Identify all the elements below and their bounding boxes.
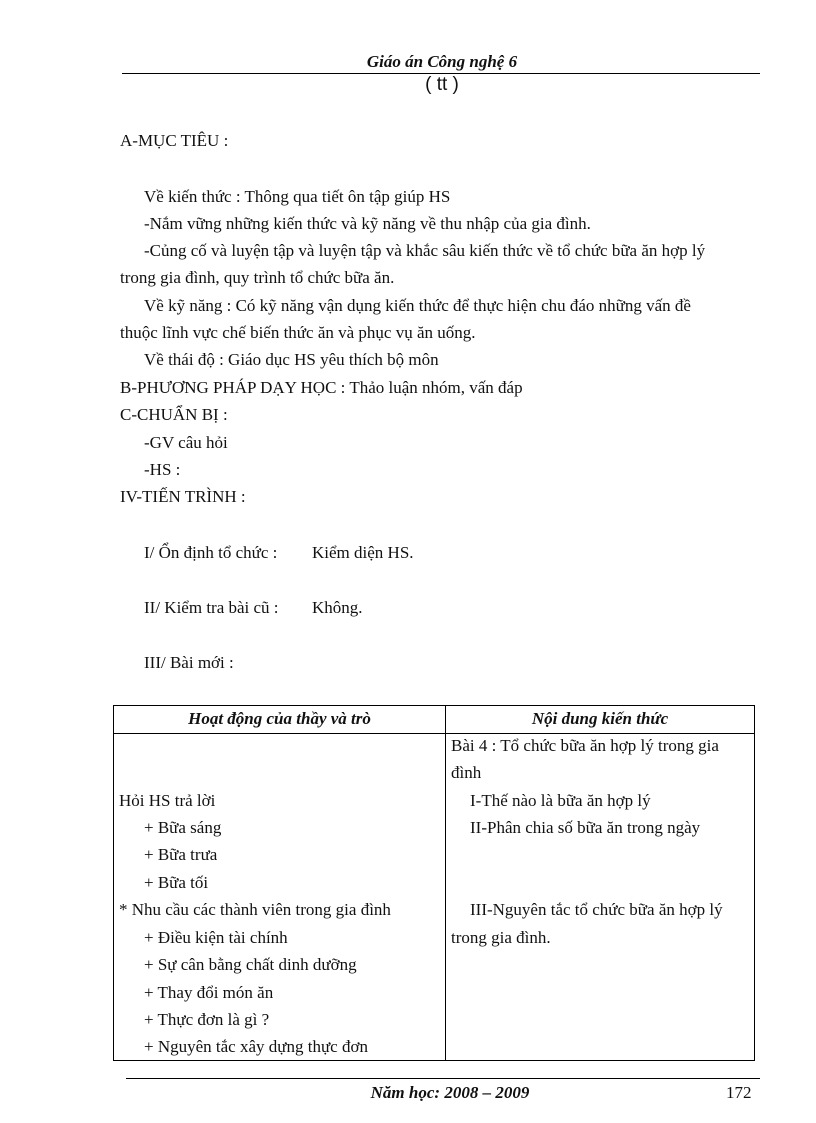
text-chuan-bi-hs: -HS : [144, 460, 181, 479]
page-number: 172 [726, 1083, 752, 1102]
table-column-divider [445, 706, 446, 1060]
footer-rule [126, 1078, 760, 1079]
left-cell-line: * Nhu cầu các thành viên trong gia đình [119, 900, 391, 919]
page-subtitle: ( tt ) [425, 74, 459, 95]
step2-value: Không. [312, 598, 363, 617]
step1-value: Kiểm diện HS. [312, 543, 414, 562]
heading-phuong-phap: B-PHƯƠNG PHÁP DẠY HỌC : Thảo luận nhóm, vấn đáp [120, 378, 523, 397]
left-cell-line: Hỏi HS trả lời [119, 791, 216, 810]
step2-label: II/ Kiểm tra bài cũ : [144, 598, 279, 617]
right-cell-section-3-cont: trong gia đình. [451, 928, 551, 947]
text-thai-do: Về thái độ : Giáo dục HS yêu thích bộ môn [144, 350, 439, 369]
table-header-divider [114, 733, 754, 734]
step3-label: III/ Bài mới : [144, 653, 234, 672]
footer-school-year: Năm học: 2008 – 2009 [370, 1083, 530, 1102]
right-cell-section-1: I-Thế nào là bữa ăn hợp lý [470, 791, 651, 810]
heading-chuan-bi: C-CHUẨN BỊ : [120, 405, 228, 424]
text-kien-thuc: Về kiến thức : Thông qua tiết ôn tập giúp HS [144, 187, 451, 206]
heading-tien-trinh: IV-TIẾN TRÌNH : [120, 487, 246, 506]
table-header-content: Nội dung kiến thức [531, 709, 669, 728]
text-ky-nang-b: thuộc lĩnh vực chế biến thức ăn và phục vụ ăn uống. [120, 323, 476, 342]
left-cell-line: + Điều kiện tài chính [144, 928, 288, 947]
left-cell-line: + Nguyên tắc xây dựng thực đơn [144, 1037, 368, 1056]
right-cell-section-2: II-Phân chia số bữa ăn trong ngày [470, 818, 701, 837]
text-ky-nang-a: Về kỹ năng : Có kỹ năng vận dụng kiến thức để thực hiện chu đáo những vấn đề [144, 296, 691, 315]
header-title: Giáo án Công nghệ 6 [366, 52, 518, 71]
heading-muc-tieu: A-MỤC TIÊU : [120, 131, 229, 150]
left-cell-line: + Bữa sáng [144, 818, 222, 837]
right-cell-section-3: III-Nguyên tắc tổ chức bữa ăn hợp lý [470, 900, 723, 919]
step1-label: I/ Ổn định tổ chức : [144, 543, 278, 562]
lesson-table [113, 705, 755, 1061]
right-cell-lesson-title: Bài 4 : Tổ chức bữa ăn hợp lý trong gia [451, 736, 719, 755]
left-cell-line: + Bữa tối [144, 873, 209, 892]
left-cell-line: + Bữa trưa [144, 845, 218, 864]
text-kien-thuc-1: -Nắm vững những kiến thức và kỹ năng về thu nhập của gia đình. [144, 214, 591, 233]
left-cell-line: + Thực đơn là gì ? [144, 1010, 270, 1029]
text-kien-thuc-2a: -Củng cố và luyện tập và luyện tập và khắc sâu kiến thức về tổ chức bữa ăn hợp lý [144, 241, 706, 260]
text-kien-thuc-2b: trong gia đình, quy trình tổ chức bữa ăn. [120, 268, 395, 287]
right-cell-lesson-title-cont: đình [451, 763, 482, 782]
table-header-activities: Hoạt động của thầy và trò [188, 709, 371, 728]
text-chuan-bi-gv: -GV câu hỏi [144, 433, 228, 452]
left-cell-line: + Sự cân bằng chất dinh dưỡng [144, 955, 357, 974]
left-cell-line: + Thay đổi món ăn [144, 983, 274, 1002]
